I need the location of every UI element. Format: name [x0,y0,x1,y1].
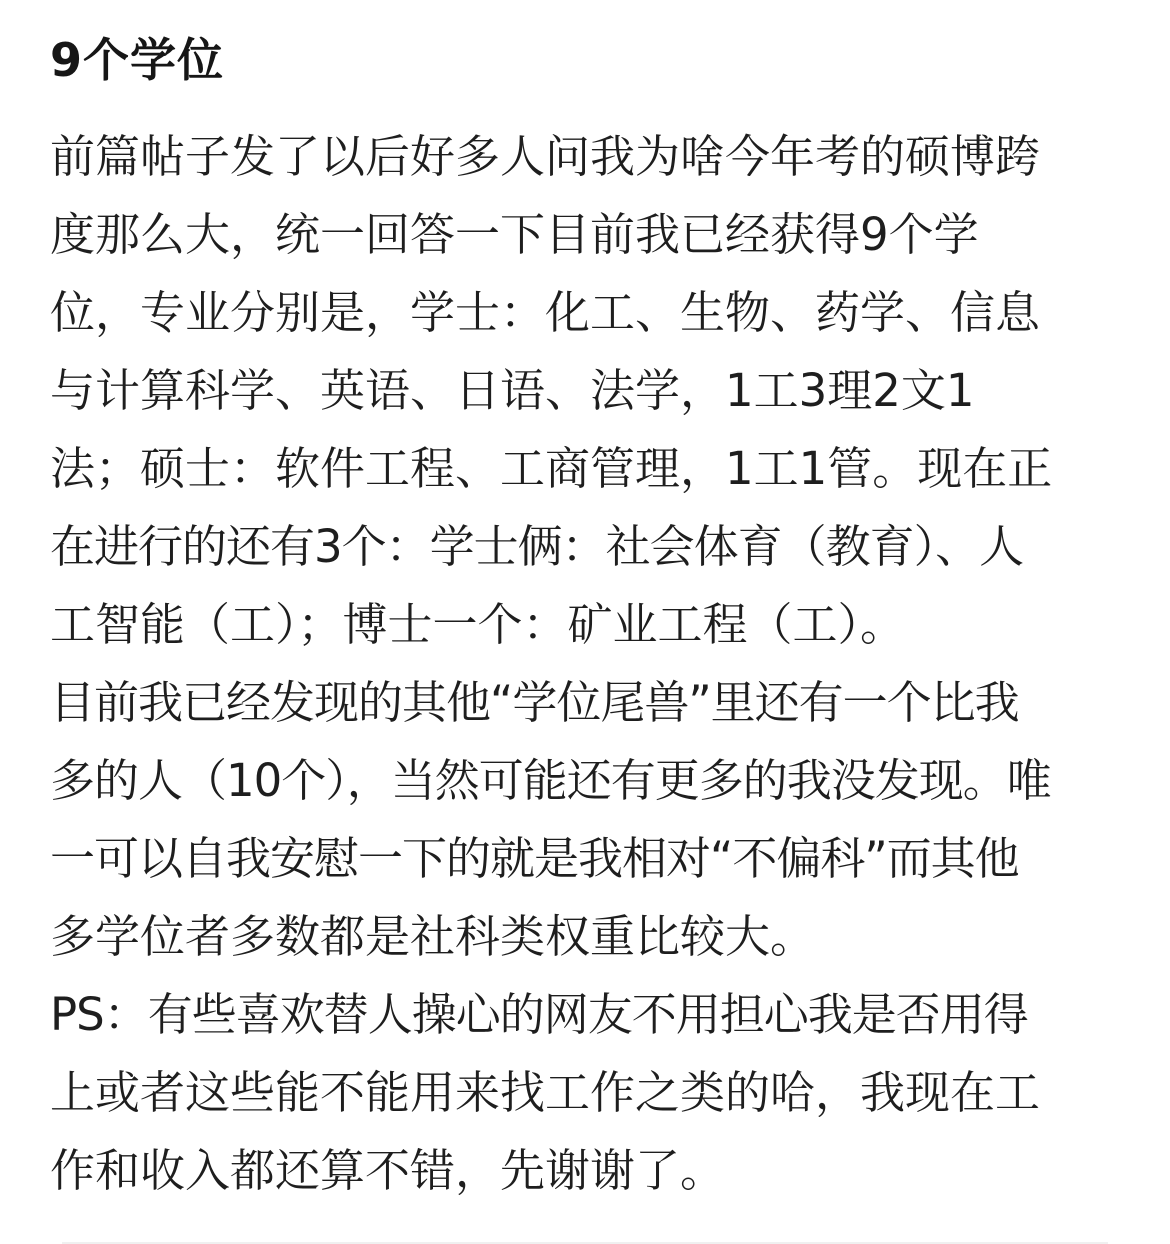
post-body-line: 度那么大，统一回答一下目前我已经获得9个学 [50,208,979,261]
post-body-line: 一可以自我安慰一下的就是我相对“不偏科”而其他 [50,832,1019,885]
post-title: 9个学位 [50,33,225,87]
post-body-line: 在进行的还有3个：学士俩：社会体育（教育）、人 [50,520,1024,573]
post-body [50,118,1125,1210]
post-body-line: 多学位者多数都是社科类权重比较大。 [50,910,816,963]
post-body-line: 工智能（工）；博士一个：矿业工程（工）。 [50,598,906,651]
post-body-line: 位，专业分别是，学士：化工、生物、药学、信息 [50,286,1041,339]
post-body-line: 前篇帖子发了以后好多人问我为啥今年考的硕博跨 [50,130,1041,183]
post-content [50,0,1125,1210]
post-body-line: 目前我已经发现的其他“学位尾兽”里还有一个比我 [50,676,1019,729]
post-body-line: 法；硕士：软件工程、工商管理，1工1管。现在正 [50,442,1053,495]
post-body-line: 多的人（10个），当然可能还有更多的我没发现。唯 [50,754,1051,807]
post-body-line: 作和收入都还算不错，先谢谢了。 [50,1144,726,1197]
post-body-line: PS：有些喜欢替人操心的网友不用担心我是否用得 [50,988,1028,1041]
post-body-line: 上或者这些能不能用来找工作之类的哈，我现在工 [50,1066,1041,1119]
post-body-line: 与计算科学、英语、日语、法学，1工3理2文1 [50,364,975,417]
